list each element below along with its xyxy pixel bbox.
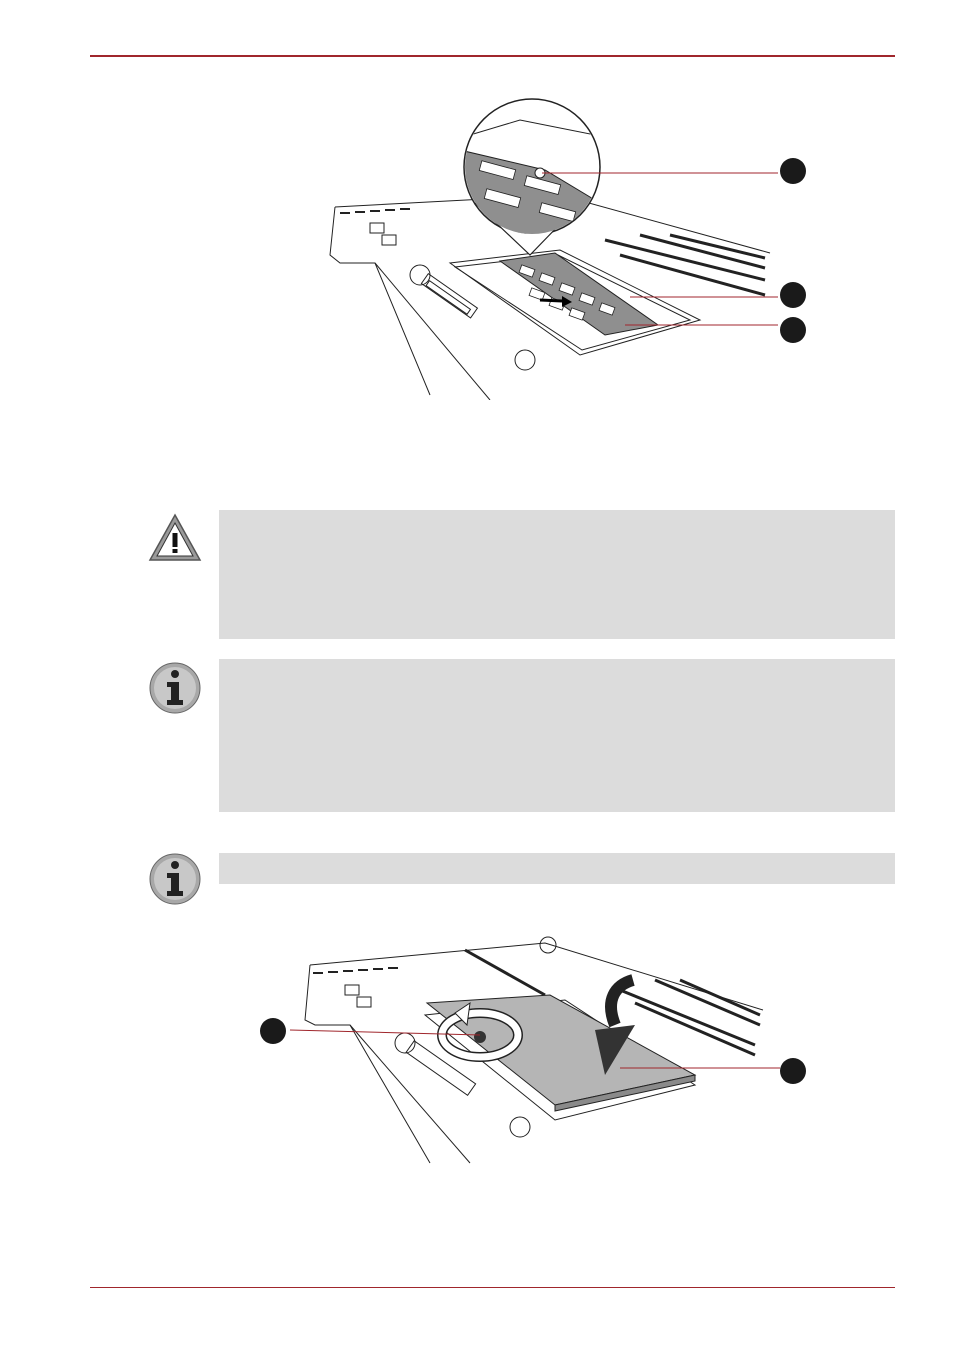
memory-cover-replacement-figure (255, 935, 840, 1165)
note-box (219, 659, 895, 812)
caution-box (219, 510, 895, 639)
info-icon (148, 661, 202, 715)
memory-module-illustration (300, 95, 840, 400)
callout-marker-1 (780, 158, 806, 184)
callout-marker-2 (780, 282, 806, 308)
caution-icon (148, 512, 202, 566)
callout-marker-1 (260, 1018, 286, 1044)
callout-marker-2 (780, 1058, 806, 1084)
footer-rule (90, 1287, 895, 1288)
memory-module-installation-figure (300, 95, 840, 400)
note-box (219, 853, 895, 884)
info-icon (148, 852, 202, 906)
callout-marker-3 (780, 317, 806, 343)
header-rule (90, 55, 895, 57)
memory-cover-illustration (255, 935, 840, 1165)
